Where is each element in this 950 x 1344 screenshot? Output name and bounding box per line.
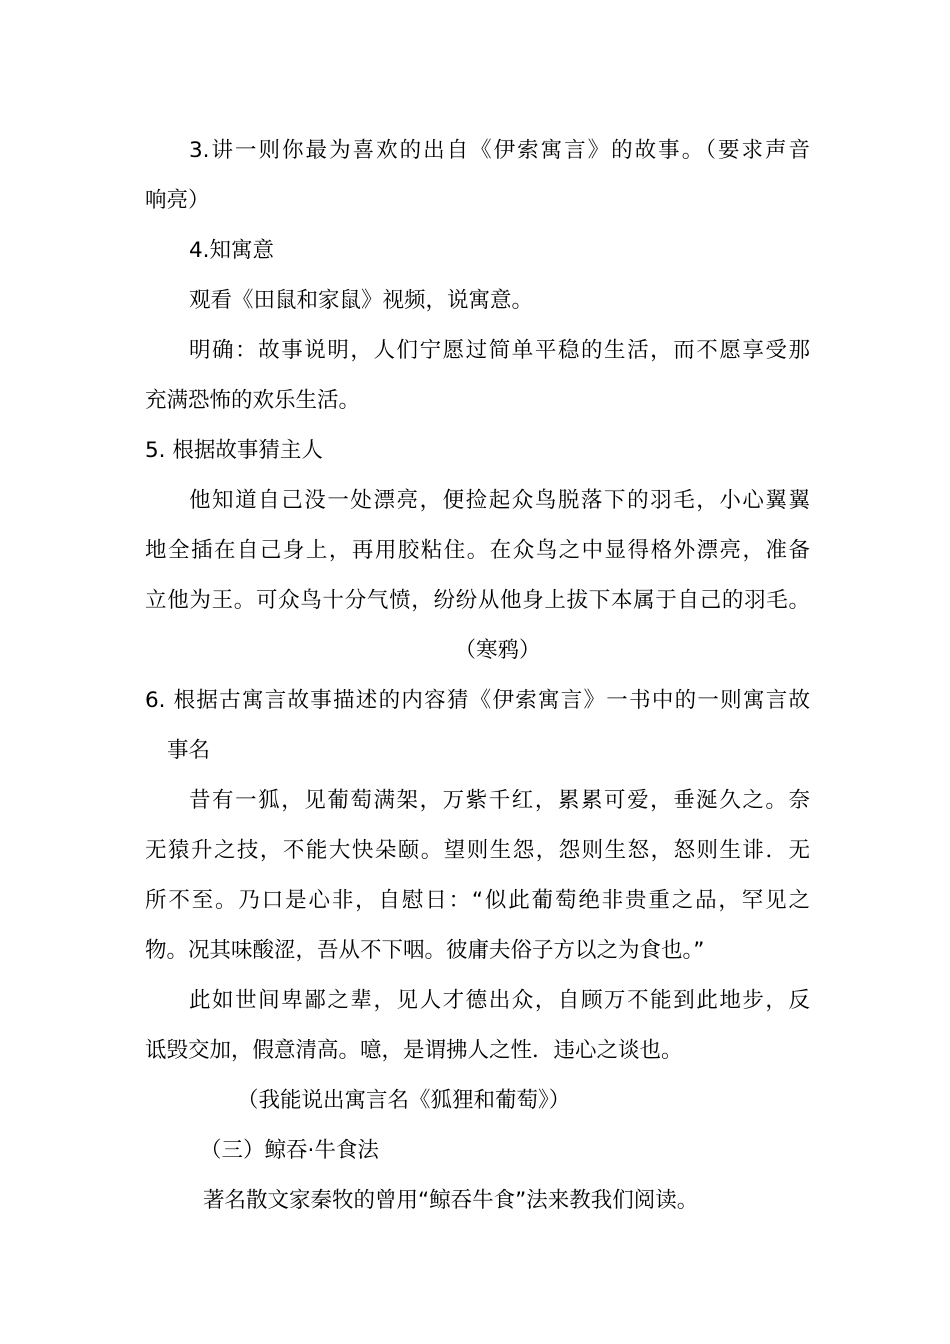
text-line: 立他为王。可众鸟十分气愤，纷纷从他身上拔下本属于自己的羽毛。 — [145, 588, 810, 613]
section-heading: 6. 根据古寓言故事描述的内容猜《伊索寓言》一书中的一则寓言故 — [145, 688, 810, 713]
text-line: 物。况其味酸涩，吾从不下咽。彼庸夫俗子方以之为食也。” — [145, 938, 705, 963]
answer-label: （寒鸦） — [454, 638, 541, 663]
text-line: 地全插在自己身上，再用胶粘住。在众鸟之中显得格外漂亮，准备 — [145, 538, 810, 563]
text-line: 观看《田鼠和家鼠》视频，说寓意。 — [189, 288, 534, 313]
text-line: 明确：故事说明，人们宁愿过简单平稳的生活，而不愿享受那 — [189, 338, 810, 363]
section-heading: 4.知寓意 — [189, 238, 275, 263]
text-line: 此如世间卑鄙之辈，见人才德出众，自顾万不能到此地步，反 — [189, 988, 810, 1013]
text-line: 诋毁交加，假意清高。噫，是谓拂人之性．违心之谈也。 — [145, 1038, 683, 1063]
text-line: 事名 — [167, 738, 211, 763]
section-heading: 5. 根据故事猜主人 — [145, 438, 323, 463]
text-line: 无猿升之技，不能大快朵颐。望则生怨，怨则生怒，怒则生诽．无 — [145, 838, 810, 863]
text-line: 响亮） — [145, 188, 210, 213]
text-line: 著名散文家秦牧的曾用“鲸吞牛食”法来教我们阅读。 — [203, 1188, 699, 1213]
text-line: 昔有一狐，见葡萄满架，万紫千红，累累可爱，垂涎久之。奈 — [189, 788, 810, 813]
section-heading: （三）鲸吞·牛食法 — [200, 1138, 379, 1163]
text-line: 他知道自己没一处漂亮，便捡起众鸟脱落下的羽毛，小心翼翼 — [189, 488, 810, 513]
text-line: 充满恐怖的欢乐生活。 — [145, 388, 361, 413]
text-line: 3.讲一则你最为喜欢的出自《伊索寓言》的故事。（要求声音 — [189, 138, 810, 163]
answer-label: （我能说出寓言名《狐狸和葡萄》） — [237, 1088, 571, 1113]
text-line: 所不至。乃口是心非，自慰日：“似此葡萄绝非贵重之品，罕见之 — [145, 888, 810, 913]
